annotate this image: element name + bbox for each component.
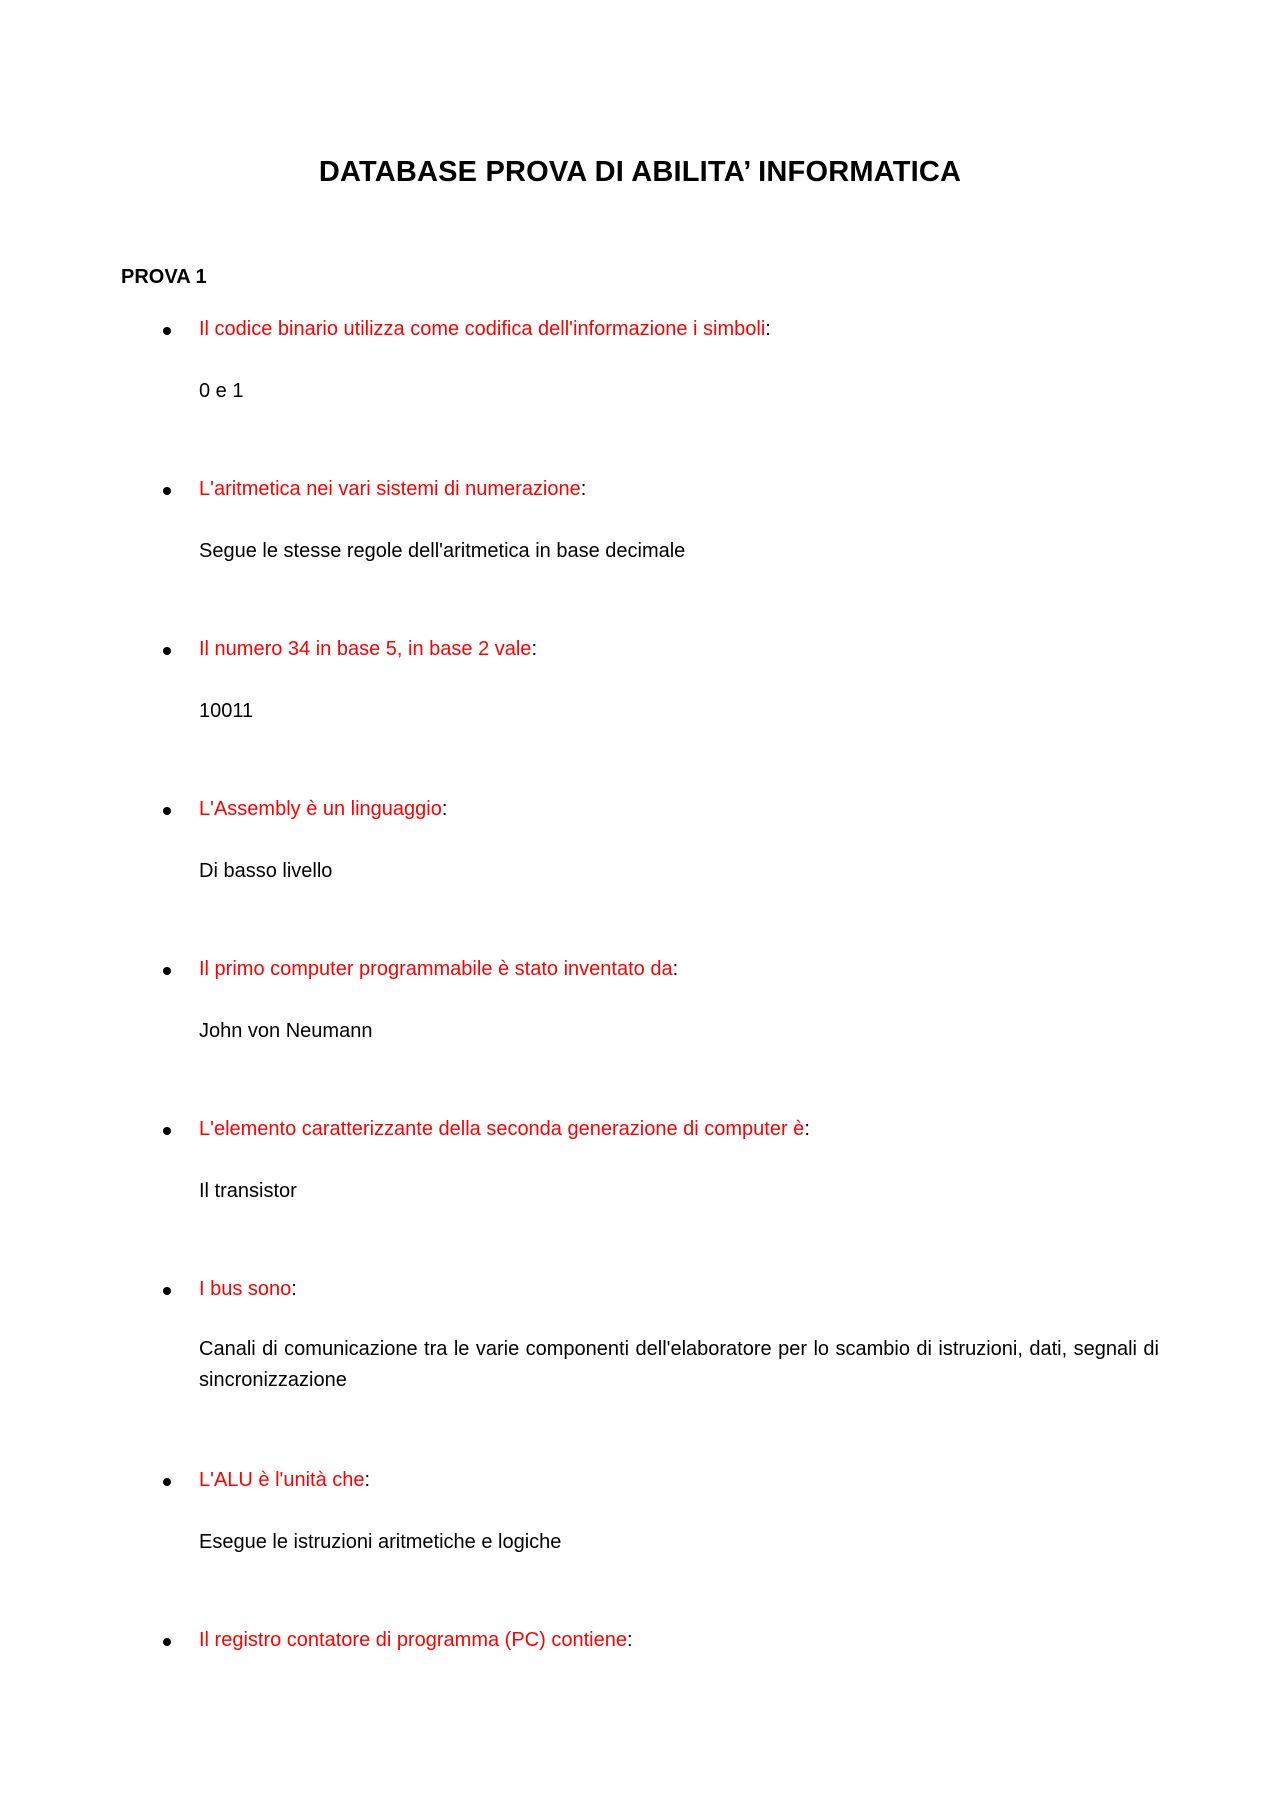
bullet-icon [163,327,171,335]
question-text: L'ALU è l'unità che [199,1469,365,1491]
bullet-icon [163,1478,171,1486]
bullet-icon [163,807,171,815]
question-colon: : [672,958,679,980]
document-title: DATABASE PROVA DI ABILITA’ INFORMATICA [318,156,962,188]
answer: Di basso livello [199,860,333,882]
question-colon: : [626,1629,633,1651]
question [199,1466,370,1494]
answer: Esegue le istruzioni aritmetiche e logiche [199,1531,562,1553]
question-text: Il primo computer programmabile è stato inventato da [199,958,673,980]
question-colon: : [531,638,537,660]
answer: 10011 [199,700,254,722]
bullet-icon [163,1638,171,1646]
question [199,1115,810,1143]
question-colon: : [580,478,587,500]
question-colon: : [364,1469,371,1491]
bullet-icon [163,647,171,655]
question-text: L'aritmetica nei vari sistemi di numerazione [199,478,581,500]
question-text: I bus sono [199,1278,292,1300]
answer: Canali di comunicazione tra le varie componenti dell'elaboratore per lo scambio di istruzioni, dati, segnali di sincronizzazione [199,1338,1159,1391]
question-colon: : [441,798,448,820]
question [199,635,537,663]
bullet-icon [163,1287,171,1295]
question-colon: : [291,1278,297,1300]
question [199,1275,297,1303]
question-text: Il numero 34 in base 5, in base 2 vale [199,638,532,660]
bullet-icon [163,1127,171,1135]
question [199,795,447,823]
question-text: L'elemento caratterizzante della seconda generazione di computer è [199,1118,805,1140]
question-text: Il codice binario utilizza come codifica dell'informazione i simboli [199,318,766,340]
question-colon: : [765,318,771,340]
question-text: L'Assembly è un linguaggio [199,798,442,820]
answer: 0 e 1 [199,380,244,402]
section-title: PROVA 1 [121,266,207,288]
question-text: Il registro contatore di programma (PC) contiene [199,1629,627,1651]
bullet-icon [163,487,171,495]
answer: Il transistor [199,1180,297,1202]
answer: John von Neumann [199,1020,373,1042]
question-colon: : [804,1118,810,1140]
bullet-icon [163,967,171,975]
question [199,315,771,343]
answer: Segue le stesse regole dell'aritmetica in base decimale [199,540,686,562]
question [199,955,678,983]
question [199,1626,633,1654]
question [199,475,586,503]
